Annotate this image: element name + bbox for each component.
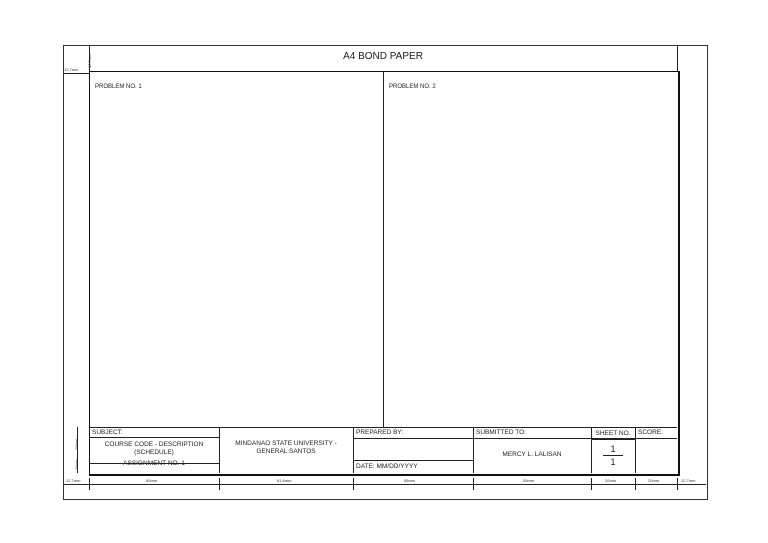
university-text [219, 440, 353, 456]
left-margin-dim-top: 12.7mm [64, 67, 79, 72]
sheet-no-label: SHEET NO. [595, 430, 631, 437]
title-block [89, 427, 677, 473]
col-dim-2: 61.6mm [277, 478, 292, 483]
page-title: A4 BOND PAPER [343, 51, 423, 62]
problem-label-2: PROBLEM NO. 2 [389, 84, 436, 90]
tb-col-sep-3 [473, 427, 474, 473]
drawing-frame [89, 71, 680, 476]
bottom-dim-line [63, 484, 706, 485]
dim-tick-6 [677, 478, 678, 490]
dim-tick-1 [219, 478, 220, 490]
dim-tick-2 [353, 478, 354, 490]
dim-tick-4 [591, 478, 592, 490]
row-dim-2: 10mm [74, 458, 79, 470]
top-margin-dim: 12.7mm [87, 53, 92, 68]
row-dim-1: 10mm [74, 438, 79, 450]
col-dim-5: 20mm [605, 478, 617, 483]
university-line-2: GENERAL SANTOS [256, 448, 316, 455]
col-dim-6: 20mm [648, 478, 660, 483]
date-label: DATE: MM/DD/YYYY [356, 463, 418, 470]
right-margin-dim: 12.7mm [681, 478, 696, 483]
prepared-by-label: PREPARED BY: [356, 429, 404, 436]
sheet-numerator: 1 [610, 444, 616, 454]
col-dim-3: 55mm [404, 478, 416, 483]
dim-tick-5 [635, 478, 636, 490]
course-line-1: COURSE CODE - DESCRIPTION [104, 441, 204, 448]
title-block-top-line [89, 427, 677, 428]
tb-row-line-d [353, 460, 473, 461]
university-line-1: MINDANAO STATE UNIVERSITY - [235, 440, 337, 447]
problem-divider [383, 71, 384, 427]
sheet-denominator: 1 [610, 457, 616, 467]
assignment-label: ASSIGNMENT NO. 1 [123, 460, 185, 467]
tb-row-line-e [591, 439, 635, 440]
score-label: SCORE: [638, 429, 663, 436]
tb-col-sep-2 [353, 427, 354, 473]
course-line-2: (SCHEDULE) [134, 449, 174, 456]
dim-tick-0 [89, 478, 90, 490]
course-text [89, 441, 219, 457]
left-margin-line-top [63, 73, 89, 74]
tb-col-sep-5 [635, 427, 636, 473]
left-margin-dim-bottom: 12.7mm [66, 478, 81, 483]
submitted-to-name: MERCY L. LALISAN [502, 451, 562, 458]
header-right-line [677, 45, 678, 71]
sheet-fraction-bar [603, 455, 623, 456]
col-dim-4: 55mm [523, 478, 535, 483]
problem-label-1: PROBLEM NO. 1 [95, 84, 142, 90]
tb-row-line-a [89, 437, 219, 438]
dim-tick-3 [473, 478, 474, 490]
subject-label: SUBJECT: [92, 429, 123, 436]
submitted-to-label: SUBMITTED TO: [476, 429, 526, 436]
col-dim-1: 60mm [146, 478, 158, 483]
